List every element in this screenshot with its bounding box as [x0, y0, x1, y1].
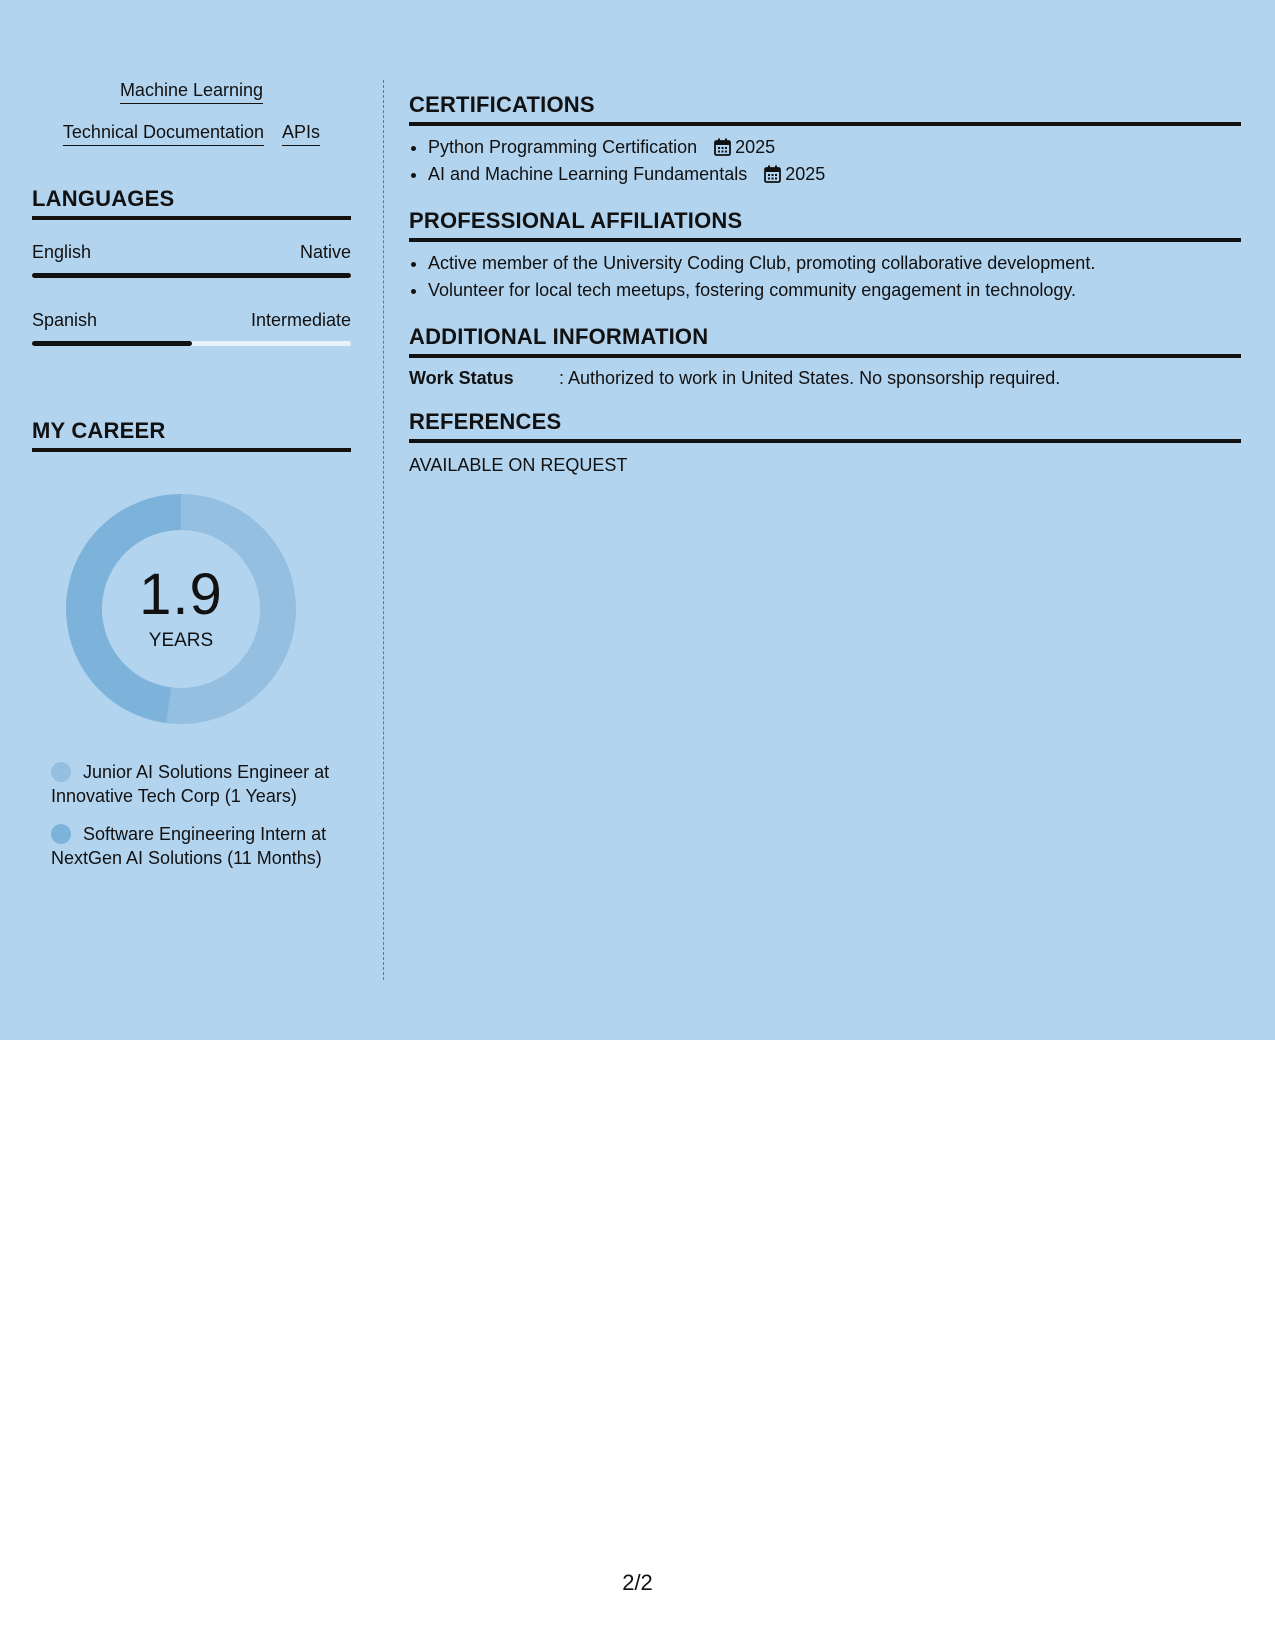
career-donut: [66, 494, 296, 724]
left-column: [32, 80, 351, 884]
affiliations-section: [409, 208, 1241, 304]
legend-dot: [51, 762, 71, 782]
skill-tag: Technical Documentation: [63, 122, 264, 146]
calendar-icon: [764, 165, 781, 183]
calendar-icon: [714, 138, 731, 156]
language-name: Spanish: [32, 310, 98, 330]
career-total-value: 1.9: [139, 562, 223, 627]
legend-label: Junior AI Solutions Engineer at Innovative Tech Corp (1 Years): [51, 762, 330, 806]
certification-name: Python Programming Certification: [428, 137, 698, 157]
certification-year: 2025: [785, 164, 826, 184]
legend-item: [51, 760, 331, 808]
language-item: [32, 242, 351, 278]
skills-row-2: [32, 122, 351, 146]
language-bar-fill: [32, 273, 351, 278]
language-bar: [32, 341, 351, 346]
page-number: 2/2: [622, 1570, 653, 1595]
language-bar-fill: [32, 341, 192, 346]
references-section: [409, 409, 1241, 476]
certification-name: AI and Machine Learning Fundamentals: [428, 164, 748, 184]
references-text: AVAILABLE ON REQUEST: [409, 455, 628, 475]
affiliation-item: • Active member of the University Coding Club, promoting collaborative development.: [428, 250, 1241, 277]
language-name: English: [32, 242, 92, 262]
career-total-unit: YEARS: [148, 630, 214, 651]
skill-tag: Machine Learning: [120, 80, 263, 104]
language-level: Intermediate: [250, 310, 351, 330]
language-level: Native: [299, 242, 351, 262]
work-status-value: : Authorized to work in United States. No sponsorship required.: [559, 368, 1061, 388]
skills-row-1: [32, 80, 351, 104]
certifications-title: CERTIFICATIONS: [409, 92, 1241, 126]
certifications-section: [409, 92, 1241, 188]
legend-item: [51, 822, 331, 870]
legend-label: Software Engineering Intern at NextGen AI Solutions (11 Months): [51, 824, 327, 868]
certification-year: 2025: [735, 137, 776, 157]
career-legend: [51, 760, 331, 870]
legend-dot: [51, 824, 71, 844]
language-item: [32, 310, 351, 346]
skill-tag: APIs: [282, 122, 320, 146]
additional-info-title: ADDITIONAL INFORMATION: [409, 324, 1241, 358]
work-status-row: [409, 368, 1241, 389]
language-bar: [32, 273, 351, 278]
affiliations-title: PROFESSIONAL AFFILIATIONS: [409, 208, 1241, 242]
right-column: [409, 92, 1241, 496]
work-status-label: Work Status: [409, 368, 514, 388]
languages-title: LANGUAGES: [32, 186, 351, 220]
certification-item: [428, 161, 1241, 188]
column-divider: [383, 80, 384, 980]
additional-info-section: [409, 324, 1241, 389]
references-title: REFERENCES: [409, 409, 1241, 443]
affiliation-item: • Volunteer for local tech meetups, fostering community engagement in technology.: [428, 277, 1241, 304]
career-title: MY CAREER: [32, 418, 351, 452]
certification-item: [428, 134, 1241, 161]
